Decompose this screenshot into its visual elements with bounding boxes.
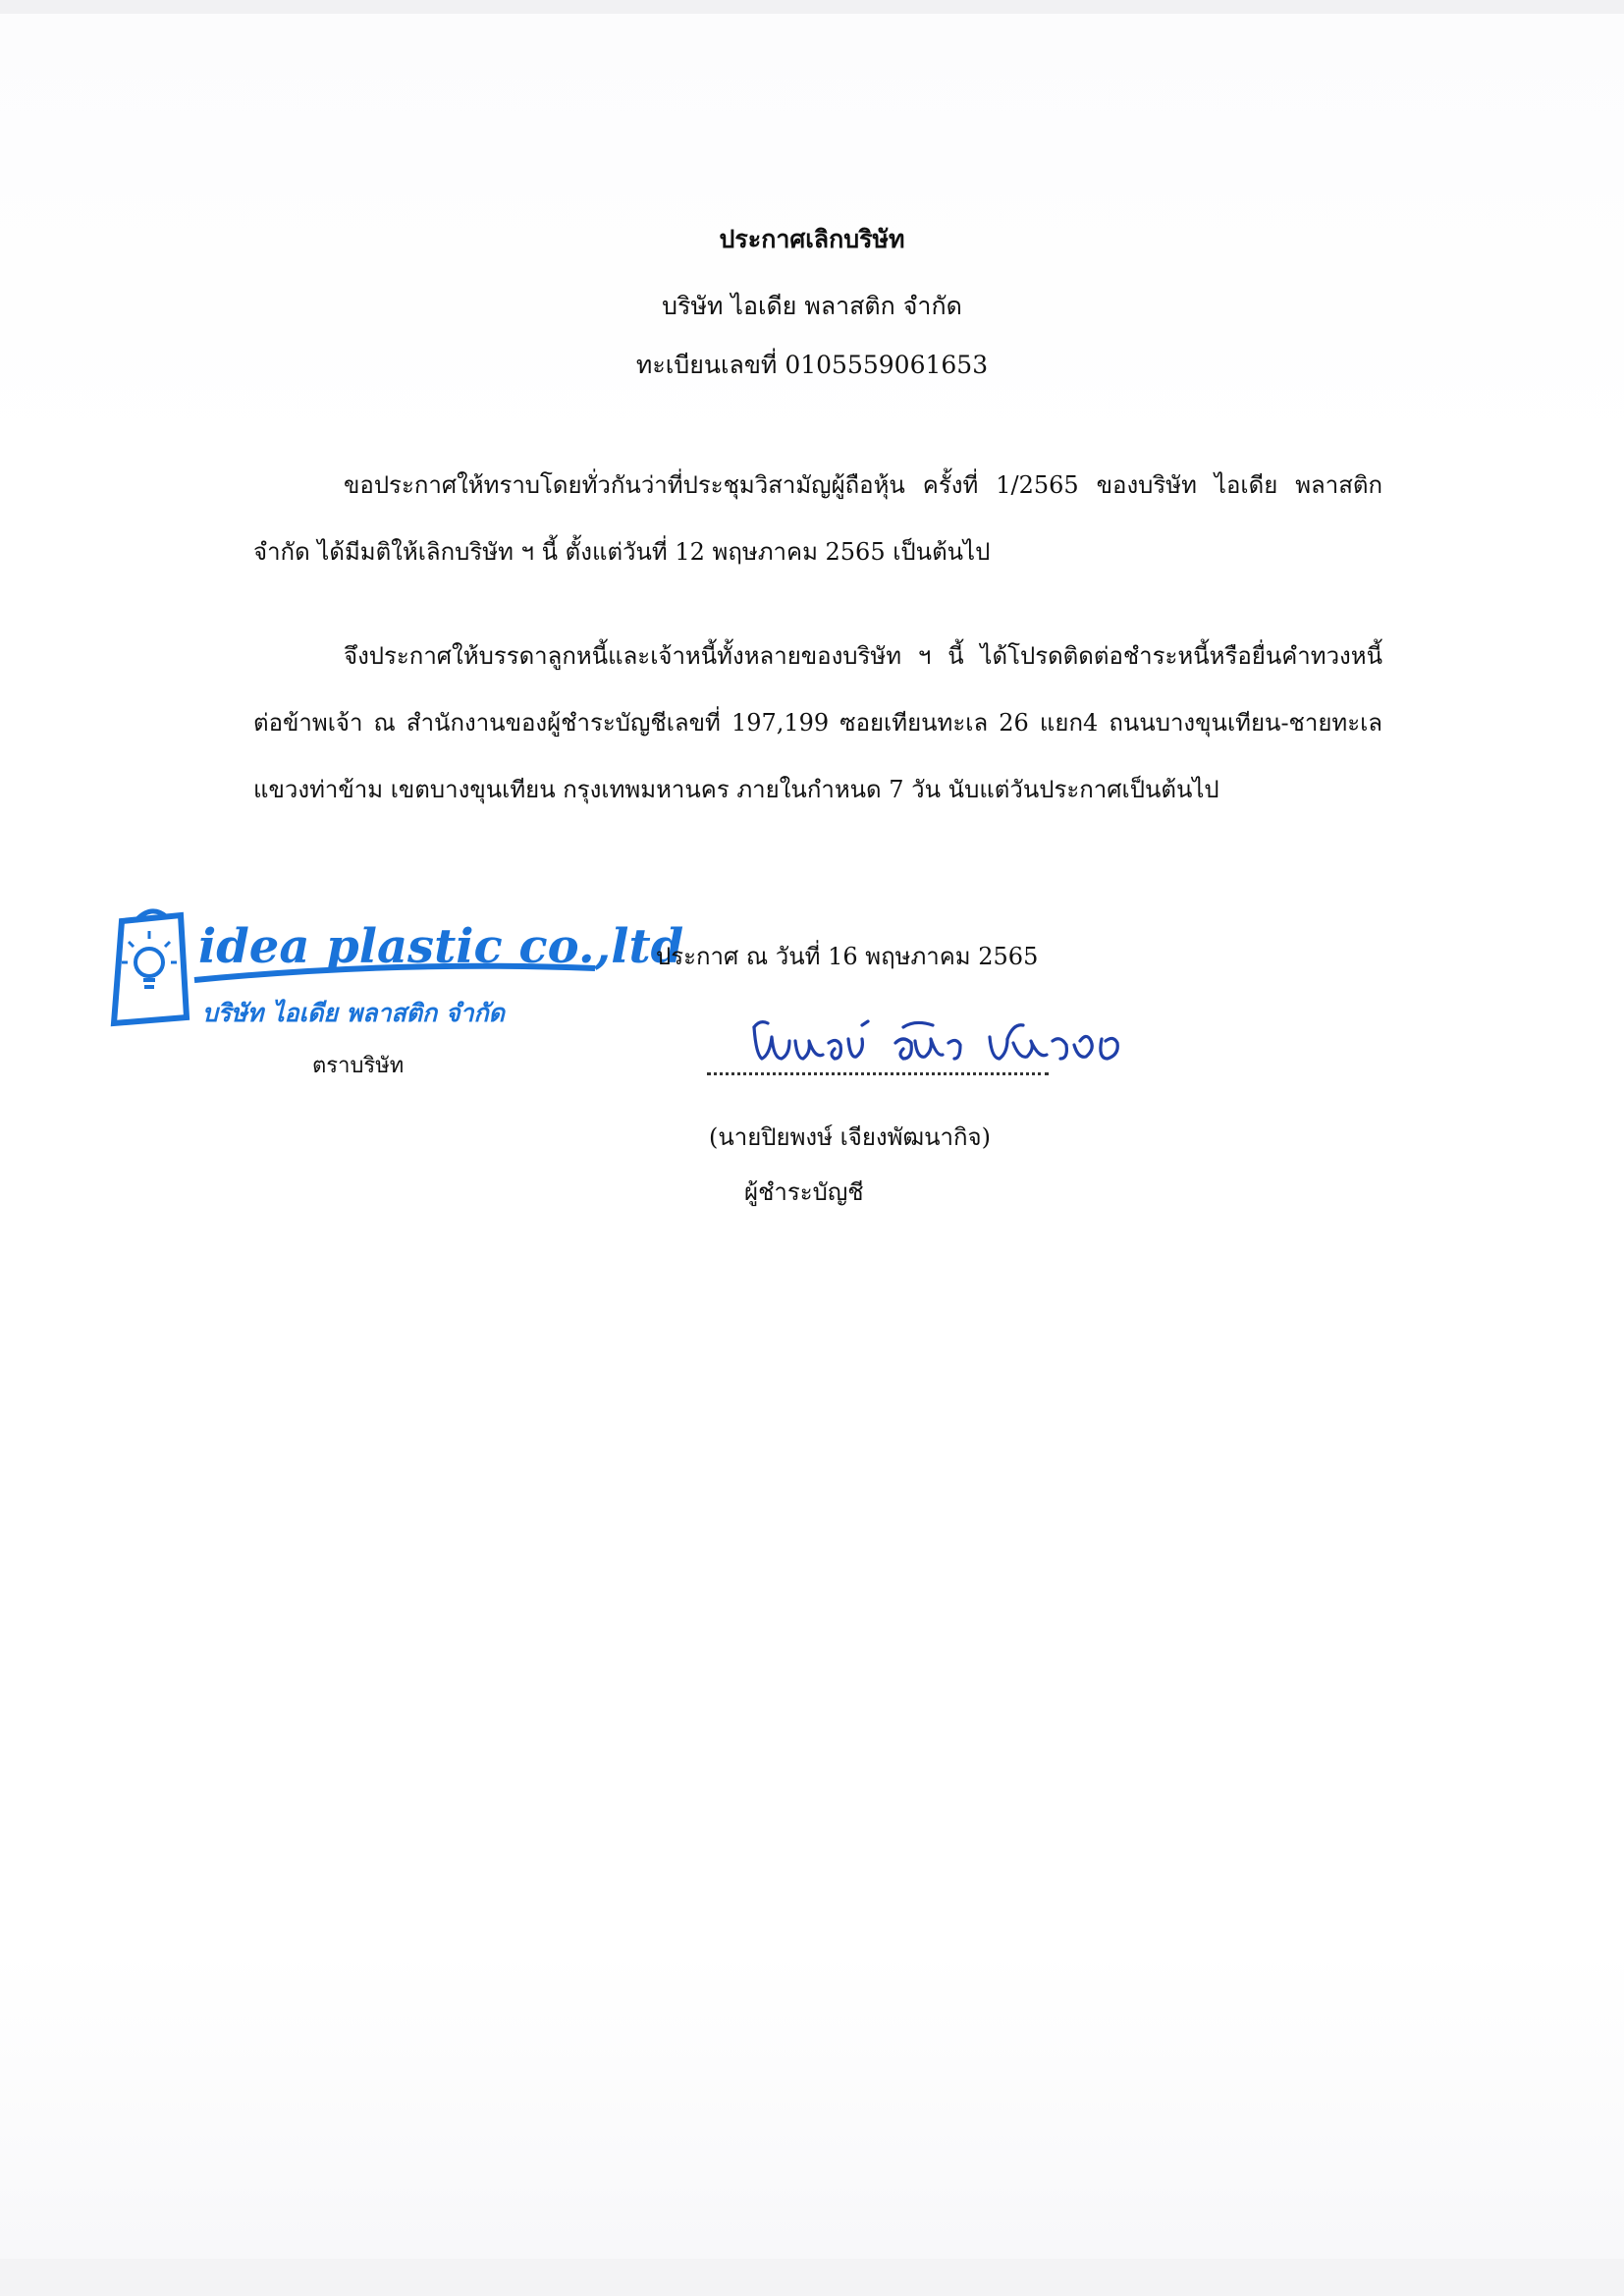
scan-edge-top <box>0 0 1624 14</box>
signature-dotted-line <box>707 1068 1049 1075</box>
document-title: ประกาศเลิกบริษัท <box>719 225 905 253</box>
signatory-name: (นายปิยพงษ์ เจียงพัฒนากิจ) <box>709 1123 991 1151</box>
paragraph-creditors-text: จึงประกาศให้บรรดาลูกหนี้และเจ้าหนี้ทั้งหลายของบริษัท ฯ นี้ ได้โปรดติดต่อชำระหนี้หรือยื่นคำทวงหนี้ต่อข้าพเจ้า ณ สำนักงานของผู้ชำระบัญชีเลขที่ 197,199 ซอยเทียนทะเล 26 แยก4 ถนนบางขุนเทียน-ชายทะเล แขวงท่าข้าม เขตบางขุนเทียน กรุงเทพมหานคร ภายในกำหนด 7 วัน นับแต่วันประกาศเป็นต้นไป <box>253 642 1382 803</box>
paragraph-dissolution-text: ขอประกาศให้ทราบโดยทั่วกันว่าที่ประชุมวิสามัญผู้ถือหุ้น ครั้งที่ 1/2565 ของบริษัท ไอเดีย พลาสติก จำกัด ได้มีมติให้เลิกบริษัท ฯ นี้ ตั้งแต่วันที่ 12 พฤษภาคม 2565 เป็นต้นไป <box>253 471 1382 566</box>
company-name: บริษัท ไอเดีย พลาสติก จำกัด <box>662 292 962 320</box>
announcement-date: ประกาศ ณ วันที่ 16 พฤษภาคม 2565 <box>656 943 1039 970</box>
registration-number: ทะเบียนเลขที่ 0105559061653 <box>635 351 989 379</box>
stamp-caption: ตราบริษัท <box>312 1054 405 1078</box>
company-stamp <box>104 900 684 1037</box>
signatory-role: ผู้ชำระบัญชี <box>744 1178 864 1206</box>
paragraph-dissolution <box>253 452 1382 585</box>
stamp-logo-text: idea plastic co.,ltd <box>198 919 684 974</box>
stamp-thai-text: บริษัท ไอเดีย พลาสติก จำกัด <box>202 999 505 1027</box>
paragraph-creditors <box>253 623 1382 823</box>
scan-edge-bottom <box>0 2259 1624 2296</box>
